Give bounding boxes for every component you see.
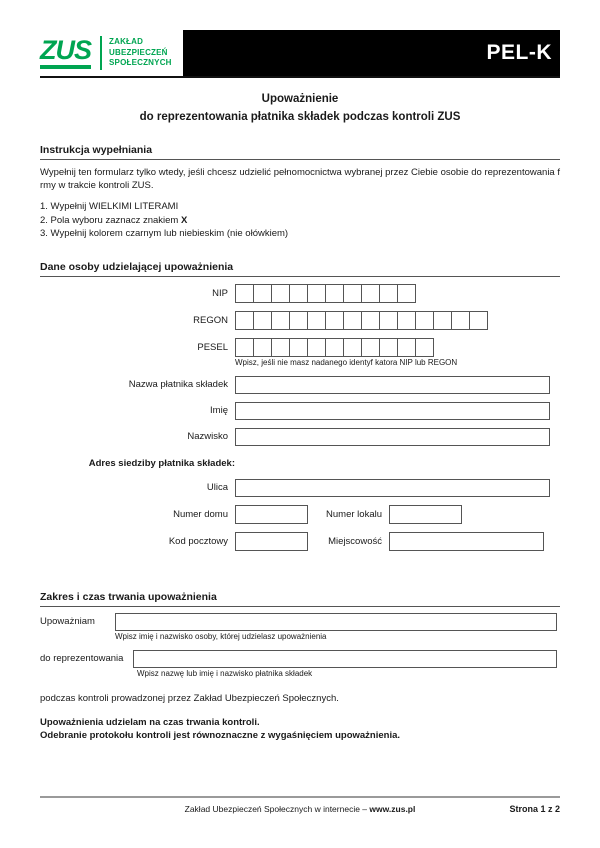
instruction-text: 2. Pola wyboru zaznacz znakiem bbox=[40, 214, 181, 226]
zus-logo-wordmark: ZUS bbox=[40, 37, 91, 69]
zakres-closing-text: podczas kontroli prowadzonej przez Zakład Ubezpieczeń Społecznych. bbox=[40, 692, 339, 704]
char-cell[interactable] bbox=[325, 311, 344, 330]
zakres-bold-statements bbox=[40, 716, 560, 743]
instruction-text: 3. Wypełnij kolorem czarnym lub niebieskim (nie ołówkiem) bbox=[40, 228, 289, 239]
instructions-heading: Instrukcja wypełniania bbox=[40, 144, 560, 160]
instruction-text: 1. Wypełnij WIELKIMI LITERAMI bbox=[40, 201, 179, 212]
logo-org-line: ZAKŁAD bbox=[109, 37, 144, 47]
ulica-input[interactable] bbox=[235, 479, 550, 497]
instruction-text-bold: X bbox=[180, 214, 188, 226]
char-cell[interactable] bbox=[307, 338, 326, 357]
section-heading-dane-osoby: Dane osoby udzielającej upoważnienia bbox=[40, 261, 560, 277]
do-reprezentowania-hint: Wpisz nazwę lub imię i nazwisko płatnika składek bbox=[137, 668, 313, 678]
instruction-item bbox=[40, 214, 560, 228]
instruction-item bbox=[40, 227, 560, 241]
nazwisko-input[interactable] bbox=[235, 428, 550, 446]
field-row-kod-miejscowosc bbox=[40, 532, 560, 551]
pesel-hint: Wpisz, jeśli nie masz nadanego identyf katora NIP lub REGON bbox=[235, 357, 458, 367]
field-row-do-reprezentowania bbox=[40, 650, 560, 668]
char-cell[interactable] bbox=[271, 338, 290, 357]
field-row-nip bbox=[40, 284, 560, 303]
zus-logo-org-name bbox=[109, 37, 172, 69]
footer-center-text: Zakład Ubezpieczeń Społecznych w internecie – bbox=[184, 804, 370, 814]
char-cell[interactable] bbox=[271, 311, 290, 330]
do-reprezentowania-label: do reprezentowania bbox=[40, 653, 124, 664]
nip-label: NIP bbox=[212, 287, 228, 299]
form-header bbox=[40, 30, 560, 78]
regon-label: REGON bbox=[193, 314, 228, 326]
char-cell[interactable] bbox=[307, 284, 326, 303]
pesel-label: PESEL bbox=[197, 341, 228, 353]
footer-text bbox=[40, 804, 560, 814]
char-cell[interactable] bbox=[235, 284, 254, 303]
char-cell[interactable] bbox=[235, 338, 254, 357]
upowazniam-hint: Wpisz imię i nazwisko osoby, której udzielasz upoważnienia bbox=[115, 631, 327, 641]
form-title bbox=[40, 90, 560, 126]
field-row-regon bbox=[40, 311, 560, 330]
do-reprezentowania-input[interactable] bbox=[133, 650, 557, 668]
instruction-item bbox=[40, 200, 560, 214]
ulica-label: Ulica bbox=[206, 482, 228, 493]
char-cell[interactable] bbox=[271, 284, 290, 303]
field-row-nazwisko bbox=[40, 428, 560, 446]
logo-divider bbox=[100, 36, 102, 70]
char-cell[interactable] bbox=[361, 338, 380, 357]
char-cell[interactable] bbox=[343, 284, 362, 303]
upowazniam-input[interactable] bbox=[115, 613, 557, 631]
zus-logo bbox=[40, 30, 183, 76]
instructions-intro: Wypełnij ten formularz tylko wtedy, jeśli chcesz udzielić pełnomocnictwa wybranej przez Ciebie osobie do reprezentowania f rmy w trakcie kontroli ZUS. bbox=[40, 167, 560, 191]
numer-lokalu-label: Numer lokalu bbox=[326, 508, 382, 520]
form-page bbox=[40, 0, 560, 743]
address-subheading: Adres siedziby płatnika składek: bbox=[88, 457, 235, 469]
char-cell[interactable] bbox=[469, 311, 488, 330]
form-code: PEL-K bbox=[486, 41, 552, 64]
char-cell[interactable] bbox=[289, 338, 308, 357]
kod-pocztowy-label: Kod pocztowy bbox=[168, 535, 228, 547]
miejscowosc-label: Miejscowość bbox=[328, 535, 382, 547]
field-row-pesel bbox=[40, 338, 560, 368]
char-cell[interactable] bbox=[415, 338, 434, 357]
field-row-nazwa-platnika bbox=[40, 376, 560, 394]
char-cell[interactable] bbox=[397, 311, 416, 330]
numer-lokalu-input[interactable] bbox=[389, 505, 462, 524]
nazwisko-label: Nazwisko bbox=[187, 431, 228, 442]
numer-domu-input[interactable] bbox=[235, 505, 308, 524]
char-cell[interactable] bbox=[397, 284, 416, 303]
char-cell[interactable] bbox=[343, 338, 362, 357]
spacer bbox=[40, 642, 560, 650]
char-cell[interactable] bbox=[289, 311, 308, 330]
imie-input[interactable] bbox=[235, 402, 550, 420]
char-cell[interactable] bbox=[253, 311, 272, 330]
numer-domu-label: Numer domu bbox=[173, 508, 228, 520]
nazwa-platnika-label: Nazwa płatnika składek bbox=[128, 379, 228, 390]
field-row-ulica bbox=[40, 479, 560, 497]
char-cell[interactable] bbox=[379, 311, 398, 330]
char-cell[interactable] bbox=[361, 284, 380, 303]
char-cell[interactable] bbox=[343, 311, 362, 330]
dane-osoby-fields bbox=[40, 284, 560, 551]
field-row-numer-domu-lokalu bbox=[40, 505, 560, 524]
char-cell[interactable] bbox=[433, 311, 452, 330]
zakres-fields bbox=[40, 613, 560, 743]
char-cell[interactable] bbox=[253, 338, 272, 357]
field-row-imie bbox=[40, 402, 560, 420]
kod-pocztowy-input[interactable] bbox=[235, 532, 308, 551]
field-row-upowazniam bbox=[40, 613, 560, 631]
zakres-bold-line1: Upoważnienia udzielam na czas trwania kontroli. bbox=[40, 716, 260, 728]
imie-label: Imię bbox=[210, 405, 228, 416]
footer-url: www.zus.pl bbox=[369, 804, 416, 814]
page-footer bbox=[40, 796, 560, 814]
upowazniam-label: Upoważniam bbox=[40, 616, 95, 627]
zakres-bold-line2: Odebranie protokołu kontroli jest równoznaczne z wygaśnięciem upoważnienia. bbox=[40, 730, 401, 741]
logo-org-line: SPOŁECZNYCH bbox=[109, 58, 172, 68]
regon-input[interactable] bbox=[235, 311, 488, 330]
miejscowosc-input[interactable] bbox=[389, 532, 544, 551]
form-title-line1: Upoważnienie bbox=[261, 93, 339, 105]
nip-input[interactable] bbox=[235, 284, 416, 303]
page-number: Strona 1 z 2 bbox=[509, 804, 560, 814]
char-cell[interactable] bbox=[325, 284, 344, 303]
char-cell[interactable] bbox=[235, 311, 254, 330]
char-cell[interactable] bbox=[415, 311, 434, 330]
char-cell[interactable] bbox=[379, 284, 398, 303]
form-code-bar bbox=[183, 30, 560, 76]
section-heading-zakres: Zakres i czas trwania upoważnienia bbox=[40, 591, 560, 607]
form-title-line2: do reprezentowania płatnika składek podczas kontroli ZUS bbox=[139, 111, 461, 123]
char-cell[interactable] bbox=[253, 284, 272, 303]
char-cell[interactable] bbox=[451, 311, 470, 330]
instructions-list bbox=[40, 200, 560, 241]
nazwa-platnika-input[interactable] bbox=[235, 376, 550, 394]
char-cell[interactable] bbox=[289, 284, 308, 303]
char-cell[interactable] bbox=[307, 311, 326, 330]
logo-org-line: UBEZPIECZEŃ bbox=[109, 47, 168, 57]
pesel-input[interactable] bbox=[235, 338, 457, 357]
char-cell[interactable] bbox=[361, 311, 380, 330]
char-cell[interactable] bbox=[379, 338, 398, 357]
char-cell[interactable] bbox=[397, 338, 416, 357]
char-cell[interactable] bbox=[325, 338, 344, 357]
